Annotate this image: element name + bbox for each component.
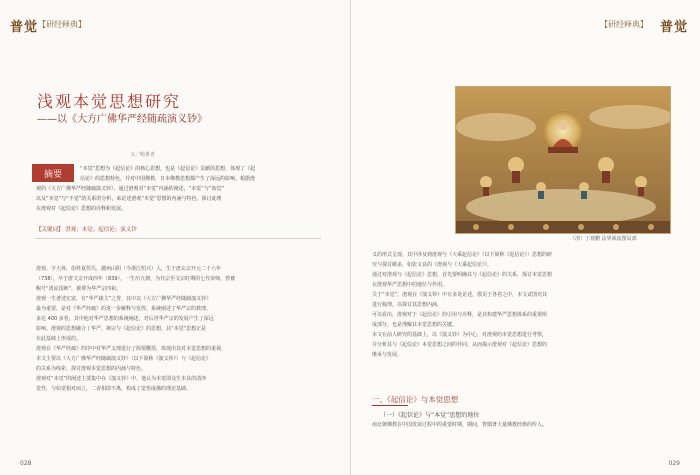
right-body-bottom [372, 420, 672, 430]
page-number: 028 [20, 460, 32, 467]
body-line: 的关系为线索，探讨澄观本觉思想的内涵与特色。 [36, 366, 147, 372]
body-line: 觉性，与始觉相对而立，二者相即不离，构成了觉悟成佛的理论基础。 [36, 386, 192, 392]
body-line: 澄观在《华严经疏》的序中对华严义理进行了简要概括，体现出其对本觉思想的重视， [36, 346, 227, 352]
divider [36, 238, 321, 239]
abstract-text [80, 164, 320, 184]
abstract-text-cont [36, 184, 321, 214]
figure-caption: （清）丁观鹏 法界源流图局部 [570, 236, 637, 242]
body-line: 南北朝佛教在中国发展过程中的重要时期，期间，智顗著大量佛教经典的传入。 [372, 422, 548, 428]
abstract-line: 观的《大方广佛华严经随疏演义钞》，通过澄观对“本觉”内涵的阐述，“本觉”与“始觉” [36, 186, 225, 192]
abstract-line: 信论》的思想特色，并对中国佛教、日本佛教思想都产生了深远的影响。根据澄 [80, 176, 256, 182]
body-line: 在澄观华严思想中的地位与作用。 [372, 282, 448, 288]
page-number: 029 [668, 460, 680, 467]
keywords: 【关键词】 澄观；本觉；起信论；演义钞 [36, 227, 137, 233]
body-line: 可以看出，澄观对于《起信论》的引用与诠释，是其构建华严思想体系的重要组 [372, 312, 548, 318]
article-title: 浅观本觉思想研究 [37, 92, 182, 111]
body-line: 澄观，字大休，俗姓夏侯氏，越州山阴（今浙江绍兴）人，生于唐玄宗开元二十六年 [36, 266, 222, 272]
abstract-line: “本觉”思想为《起信论》的核心思想，也是《起信论》贡献的思想，体现了《起 [80, 166, 256, 172]
article-subtitle: ——以《大方广佛华严经随疏演义钞》 [37, 114, 207, 125]
body-line: 多达 400 多卷，其中他对华严思想的系统阐述，对后世华严宗的发展产生了深远 [36, 316, 214, 322]
section-tag: 【研经释典】 [600, 20, 648, 29]
section-heading: 一、《起信论》与本觉思想 [372, 395, 459, 404]
magazine-logo: 普觉 [659, 20, 688, 35]
painting-svg [456, 87, 670, 233]
abstract-line: 以及“本觉”与“不觉”的关系的分析，来论述澄观“本觉”思想的内涵与特色，探讨此理 [36, 196, 222, 202]
body-text [36, 264, 321, 394]
buddhist-painting-illustration [455, 86, 671, 234]
abstract-label: 摘要 [32, 164, 74, 182]
body-line: 通过对澄观与《起信论》思想，首先要明确其与《起信论》的关系，探讨本觉思想 [372, 272, 553, 278]
body-line: 赐号“清凉国师”，被尊为华严宗四祖。 [36, 286, 122, 292]
body-line: 本文主要以《大方广佛华严经随疏演义钞》（以下简称《演义钞》）与《起信论》 [36, 356, 212, 362]
author-line: 文／哈鲁青 [130, 152, 156, 158]
body-line: 澄观一生著述宏富，有“华严疏主”之誉，其中以《大方广佛华严经随疏演义钞》 [36, 296, 212, 302]
body-line: 继承与发展。 [372, 352, 403, 358]
body-line: 在此基础上形成的。 [36, 336, 82, 342]
body-line: 最为重要，是对《华严经疏》的进一步解释与发挥，系统阐述了华严宗的教理。 [36, 306, 212, 312]
body-line: 关于“本觉”，澄观在《演义钞》中有多处论述，散见于各卷之中，本文试图对其 [372, 292, 548, 298]
body-line: 成部分，也是理解其本觉思想的关键。 [372, 322, 458, 328]
abstract-line: 在澄观对《起信论》思想的诠释和发展。 [36, 206, 127, 212]
right-body-text [372, 250, 672, 360]
body-line: 本文在前人研究的基础上，以《演义钞》为中心，对澄观的本觉思想进行考察， [372, 332, 548, 338]
heading-rule [372, 405, 408, 406]
magazine-logo: 普觉 [10, 20, 39, 35]
body-line: 究与探讨颇多，如张文良的《澄观与《大乘起信论》》。 [372, 262, 493, 268]
body-line: 进行梳理，以探讨其思想内涵。 [372, 302, 443, 308]
subsection-heading: （一）《起信论》与“本觉”思想的地位 [380, 412, 480, 419]
body-line: （738），卒于唐文宗开成四年（839），一生历九朝，为代宗至文宗时期的七代帝师，曾被 [36, 276, 236, 282]
body-line: 影响。澄观的思想融合了华严、禅宗与《起信论》的思想，其“本觉”思想正是 [36, 326, 207, 332]
section-tag: 【研经释典】 [38, 20, 86, 29]
body-line: 澄观对“本觉”的阐述主要集中在《演义钞》中，他认为本觉即众生本具的清净 [36, 376, 207, 382]
body-line: 并分析其与《起信论》本觉思想之间的异同，从而揭示澄观对《起信论》思想的 [372, 342, 548, 348]
body-line: 义的形式呈现。其中涉及到澄观与《大乘起信论》（以下简称《起信论》）思想的研 [372, 252, 553, 258]
